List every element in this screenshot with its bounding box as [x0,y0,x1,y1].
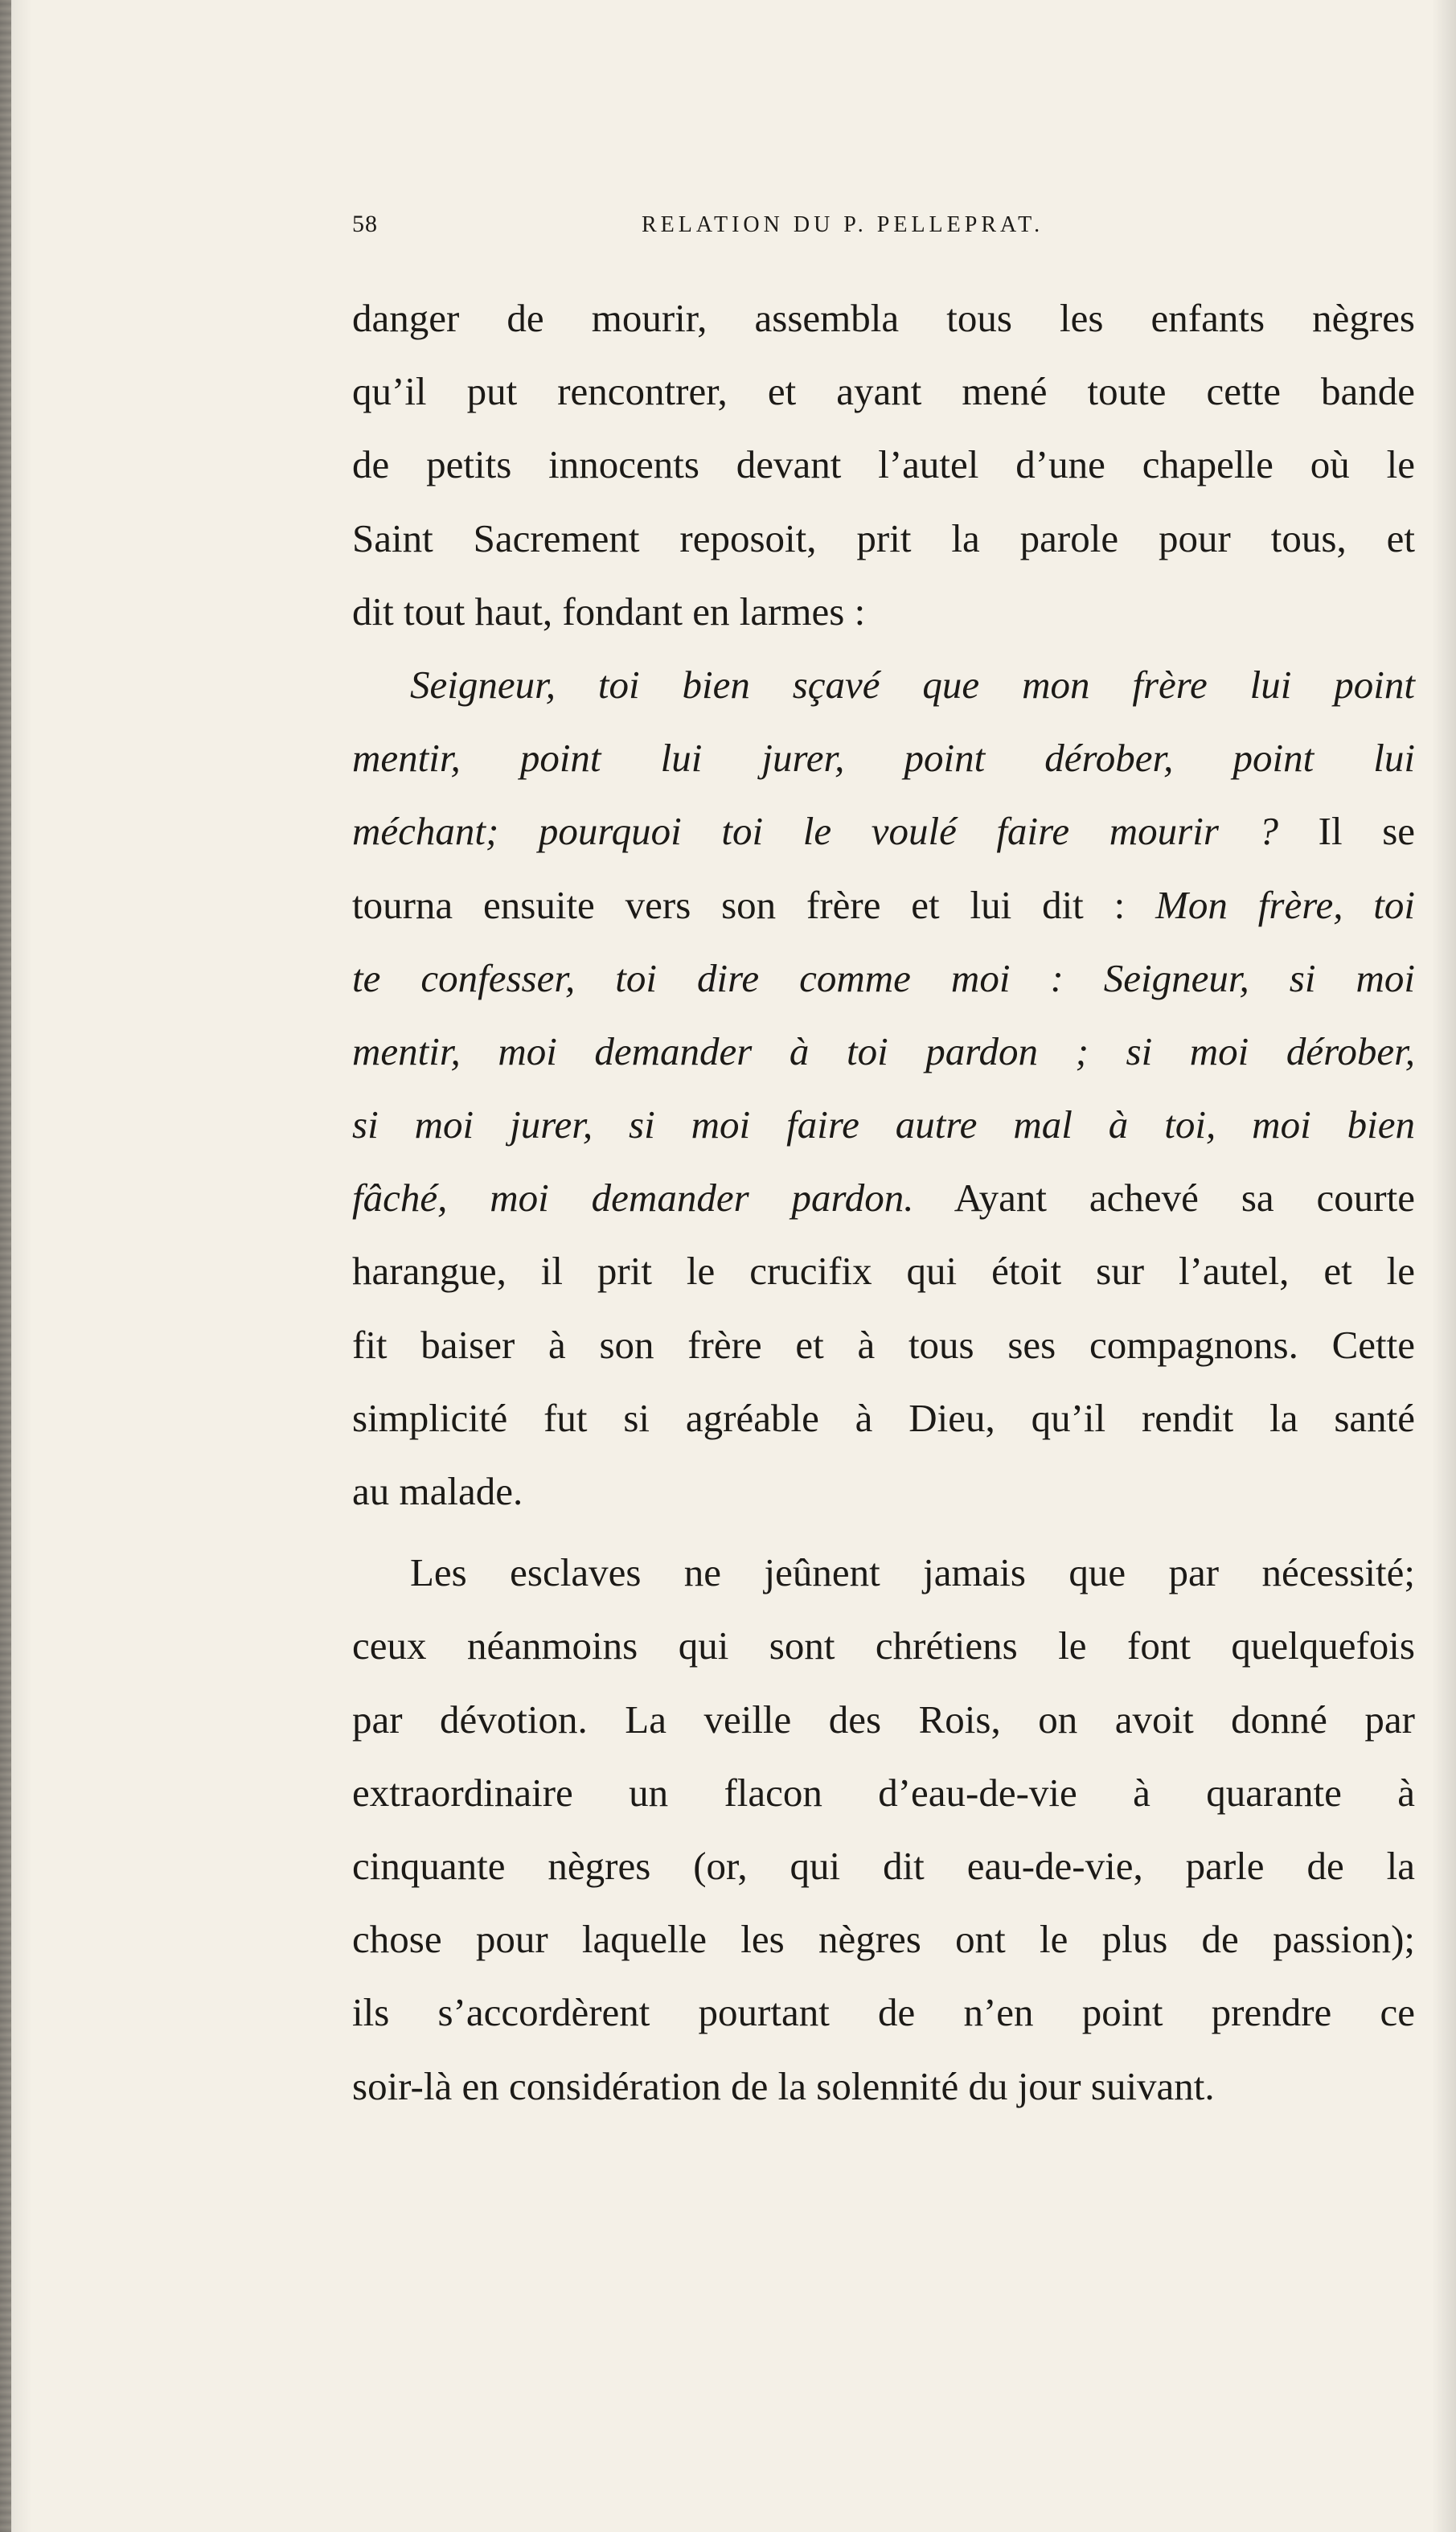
text-line: par dévotion. La veille des Rois, on avoit donné par [352,1697,1415,1742]
page-binding-edge [0,0,11,2532]
text-line [352,1015,1415,1088]
text-line [352,1088,1415,1161]
text-line: Les esclaves ne jeûnent jamais que par nécessité; [410,1550,1415,1595]
text-line: soir-là en considération de la solennité du jour suivant. [352,2063,1215,2108]
roman-text: Ayant achevé sa courte [954,1176,1415,1221]
text-line [352,942,1415,1015]
paragraph [352,281,1415,648]
italic-text: fâché, moi demander pardon. [352,1176,914,1221]
paragraph [352,648,1415,1528]
text-line: cinquante nègres (or, qui dit eau-de-vie, parle de la [352,1843,1415,1888]
italic-text: mentir, moi demander à toi pardon ; si moi dérober, [352,1028,1415,1073]
text-line [352,721,1415,794]
italic-text: mentir, point lui jurer, point dérober, point lui [352,736,1415,781]
italic-text: si moi jurer, si moi faire autre mal à toi, moi bien [352,1102,1415,1147]
text-line [352,648,1415,721]
page-header [352,211,1415,243]
text-line [352,868,1415,942]
text-line: harangue, il prit le crucifix qui étoit sur l’autel, et le [352,1249,1415,1294]
running-title: RELATION DU P. PELLEPRAT. [642,212,1044,237]
paragraph [352,1536,1415,2123]
text-line: fit baiser à son frère et à tous ses compagnons. Cette [352,1322,1415,1367]
roman-text: tourna ensuite vers son frère et lui dit : [352,882,1126,927]
text-line: ils s’accordèrent pourtant de n’en point prendre ce [352,1990,1415,2035]
page-number: 58 [352,211,378,237]
roman-text: Il se [1318,809,1416,854]
paragraph-gap [352,1528,1415,1536]
body-text [352,281,1415,2123]
text-line: au malade. [352,1469,523,1513]
text-line: qu’il put rencontrer, et ayant mené toute cette bande [352,369,1415,414]
text-line: extraordinaire un flacon d’eau-de-vie à quarante à [352,1770,1415,1815]
text-line: Saint Sacrement reposoit, prit la parole pour tous, et [352,515,1415,560]
text-line [352,1161,1415,1234]
text-line: chose pour laquelle les nègres ont le plus de passion); [352,1917,1415,1962]
text-line: ceux néanmoins qui sont chrétiens le font quelquefois [352,1623,1415,1668]
text-line: dit tout haut, fondant en larmes : [352,589,866,634]
italic-text: te confesser, toi dire comme moi : Seigneur, si moi [352,955,1415,1000]
italic-text: Seigneur, toi bien sçavé que mon frère lui point [410,662,1415,707]
text-line: danger de mourir, assembla tous les enfants nègres [352,296,1415,340]
italic-text: méchant; pourquoi toi le voulé faire mourir ? [352,809,1279,854]
text-line [352,794,1415,868]
text-line: simplicité fut si agréable à Dieu, qu’il rendit la santé [352,1395,1415,1440]
italic-text: Mon frère, toi [1155,882,1416,927]
text-line: de petits innocents devant l’autel d’une chapelle où le [352,442,1415,487]
